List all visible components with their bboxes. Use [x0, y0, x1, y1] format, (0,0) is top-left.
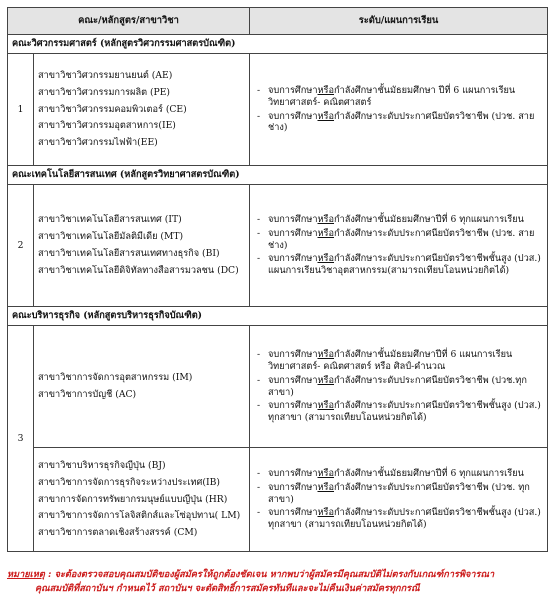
table-header-row [8, 8, 548, 35]
requirement-item: - จบการศึกษาหรือกำลังศึกษาชั้นมัธยมศึกษา ปีที่ 6 แผนการเรียนวิทยาศาสตร์- คณิตศาสตร์ [254, 85, 543, 109]
program-list [34, 326, 250, 448]
requirement-item: - จบการศึกษาหรือกำลังศึกษาชั้นมัธยมศึกษาปีที่ 6 ทุกแผนการเรียน [254, 214, 543, 226]
requirement-item: - จบการศึกษาหรือกำลังศึกษาระดับประกาศนียบัตรวิชาชีพชั้นสูง (ปวส.) แผนการเรียนวิชาอุตสาหกรรม(สามารถเทียบโอนหน่วยกิตได้) [254, 253, 543, 277]
program-list [34, 54, 250, 166]
faculty-it-name: คณะเทคโนโลยีสารสนเทศ (หลักสูตรวิทยาศาสตรบัณฑิต) [8, 166, 548, 185]
table-row [8, 326, 548, 448]
program-name: สาขาวิชาการจัดการอุตสาหกรรม (IM) [38, 372, 193, 384]
requirement-list [250, 448, 548, 552]
program-name: สาขาวิชาการตลาดเชิงสร้างสรรค์ (CM) [38, 527, 198, 539]
program-name: สาขาวิชาเทคโนโลยีมัลติมีเดีย (MT) [38, 231, 184, 243]
faculty-business-name: คณะบริหารธุรกิจ (หลักสูตรบริหารธุรกิจบัณฑิต) [8, 307, 548, 326]
requirement-item: - จบการศึกษาหรือกำลังศึกษาชั้นมัธยมศึกษาปีที่ 6 ทุกแผนการเรียน [254, 468, 543, 480]
faculty-row [8, 307, 548, 326]
program-name: สาขาวิชาการจัดการโลจิสติกส์และโซ่อุปทาน( LM) [38, 510, 241, 522]
program-name: สาขาวิชาวิศวกรรมยานยนต์ (AE) [38, 69, 173, 81]
program-list [34, 185, 250, 307]
program-name: สาขาวิชาบริหารธุรกิจญี่ปุ่น (BJ) [38, 459, 166, 471]
program-name: สาขาวิชาวิศวกรรมการผลิต (PE) [38, 86, 171, 98]
requirement-list [250, 54, 548, 166]
footnote-label: หมายเหตุ [7, 569, 45, 580]
program-name: สาขาวิชาเทคโนโลยีสารสนเทศทางธุรกิจ (BI) [38, 248, 220, 259]
header-level-plan: ระดับ/แผนการเรียน [250, 8, 548, 35]
table-row [8, 54, 548, 166]
requirement-item: - จบการศึกษาหรือกำลังศึกษาระดับประกาศนียบัตรวิชาชีพ (ปวช. สายช่าง) [254, 228, 543, 252]
requirement-item: - จบการศึกษาหรือกำลังศึกษาระดับประกาศนียบัตรวิชาชีพชั้นสูง (ปวส.) ทุกสาขา (สามารถเทียบโอนหน่วยกิตได้) [254, 507, 543, 531]
row-number: 1 [8, 54, 34, 166]
requirement-item: - จบการศึกษาหรือกำลังศึกษาชั้นมัธยมศึกษาปีที่ 6 แผนการเรียนวิทยาศาสตร์- คณิตศาสตร์ หรือ ศิลป์-คำนวณ [254, 349, 543, 373]
faculty-row [8, 166, 548, 185]
program-name: สาขาวิชาวิศวกรรมคอมพิวเตอร์ (CE) [38, 103, 187, 115]
row-number: 3 [8, 326, 34, 552]
footnote [7, 568, 552, 597]
program-name: สาขาการจัดการทรัพยากรมนุษย์แบบญี่ปุ่น (HR) [38, 493, 228, 505]
program-name: สาขาวิชาวิศวกรรมไฟฟ้า(EE) [38, 137, 158, 149]
requirement-item: - จบการศึกษาหรือกำลังศึกษาระดับประกาศนียบัตรวิชาชีพ (ปวช.ทุกสาขา) [254, 375, 543, 399]
program-name: สาขาวิชาเทคโนโลยีดิจิทัลทางสื่อสารมวลชน (DC) [38, 264, 239, 276]
faculty-engineering-name: คณะวิศวกรรมศาสตร์ (หลักสูตรวิศวกรรมศาสตรบัณฑิต) [8, 35, 548, 54]
row-number: 2 [8, 185, 34, 307]
table-row [8, 185, 548, 307]
requirement-list [250, 185, 548, 307]
footnote-line-2: คุณสมบัติที่สถาบันฯ กำหนดไว้ สถาบันฯ จะตัดสิทธิ์การสมัครทันทีและจะไม่คืนเงินค่าสมัครทุกกรณี [35, 583, 420, 595]
program-name: สาขาวิชาวิศวกรรมอุตสาหการ(IE) [38, 120, 176, 132]
faculty-row [8, 35, 548, 54]
header-faculty-program: คณะ/หลักสูตร/สาขาวิชา [8, 8, 250, 35]
requirement-item: - จบการศึกษาหรือกำลังศึกษาระดับประกาศนียบัตรวิชาชีพ (ปวช. ทุกสาขา) [254, 482, 543, 506]
admission-table [7, 7, 548, 552]
program-name: สาขาวิชาการจัดการธุรกิจระหว่างประเทศ(IB) [38, 476, 220, 488]
requirement-item: - จบการศึกษาหรือกำลังศึกษาระดับประกาศนียบัตรวิชาชีพ (ปวช. สายช่าง) [254, 111, 543, 135]
program-list [34, 448, 250, 552]
program-name: สาขาวิชาการบัญชี (AC) [38, 389, 137, 400]
requirement-list [250, 326, 548, 448]
footnote-line-1: : จะต้องตรวจสอบคุณสมบัติของผู้สมัครให้ถูกต้องชัดเจน หากพบว่าผู้สมัครมีคุณสมบัติไม่ตรงกับเกณฑ์การพิจารณา [44, 569, 495, 580]
table-row [8, 448, 548, 552]
requirement-item: - จบการศึกษาหรือกำลังศึกษาระดับประกาศนียบัตรวิชาชีพชั้นสูง (ปวส.) ทุกสาขา (สามารถเทียบโอนหน่วยกิตได้) [254, 400, 543, 424]
program-name: สาขาวิชาเทคโนโลยีสารสนเทศ (IT) [38, 214, 182, 226]
